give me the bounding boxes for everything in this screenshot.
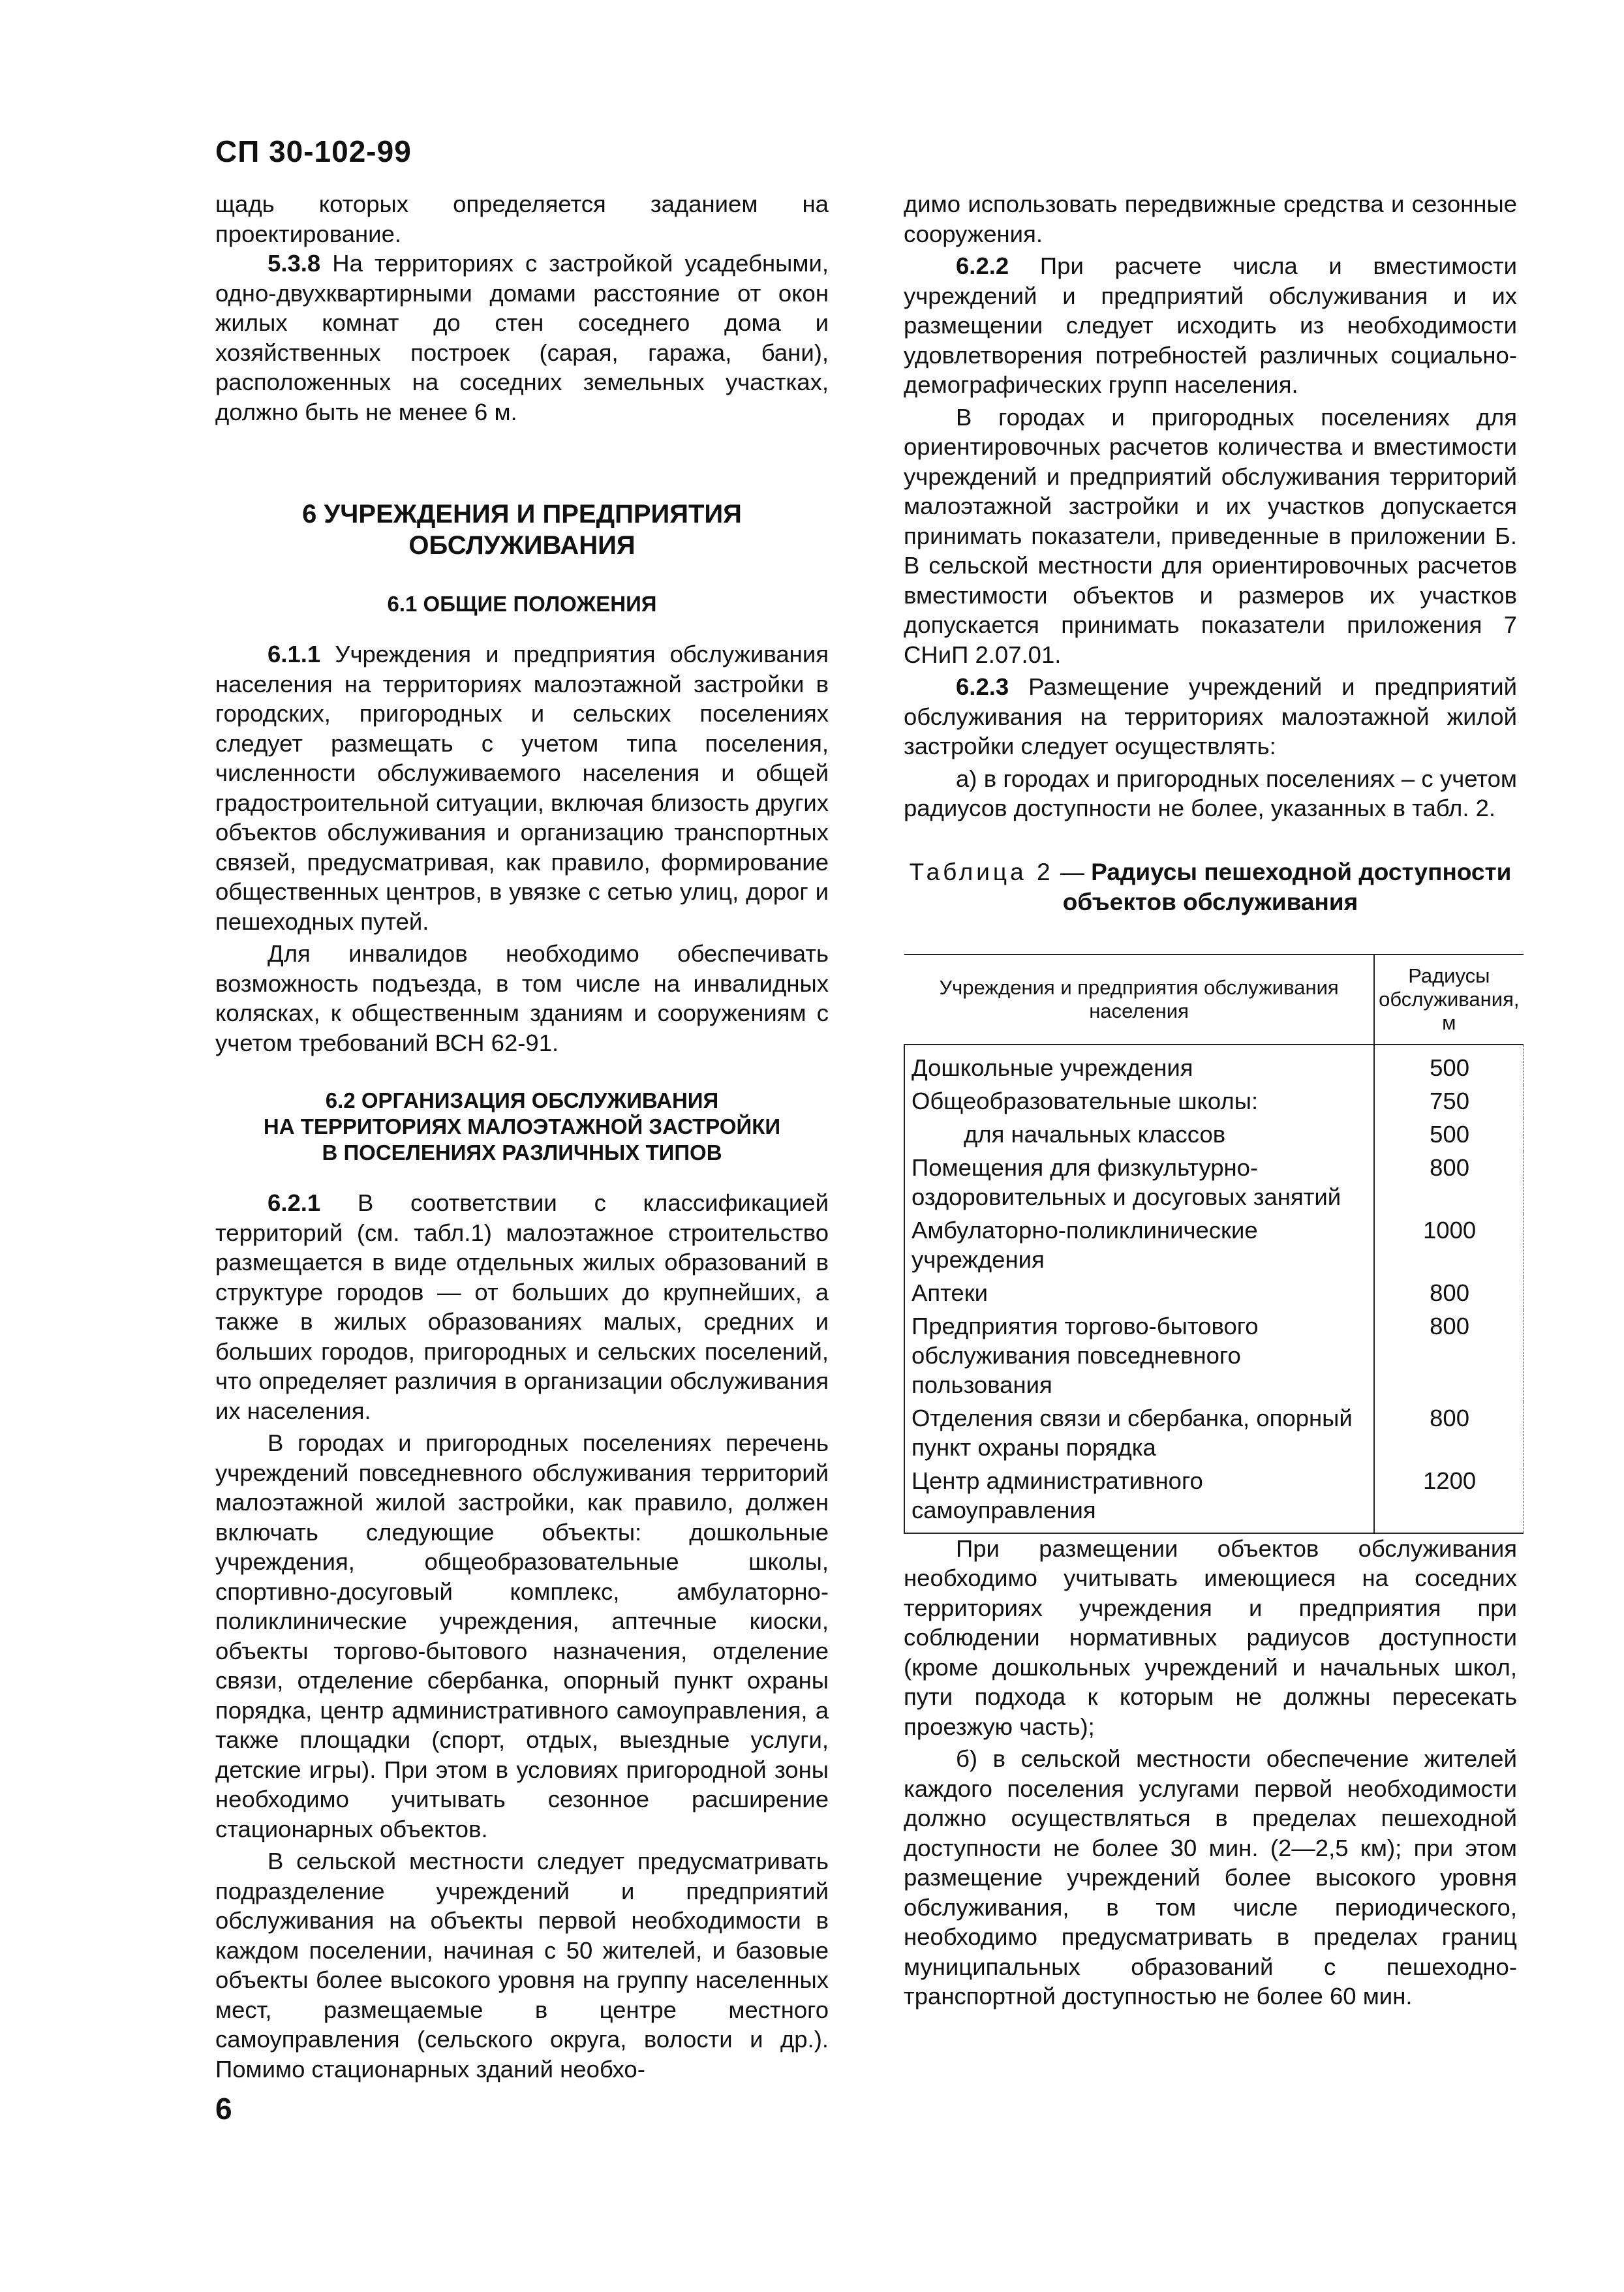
table-dash: — xyxy=(1053,858,1092,885)
paragraph-6-2-1 xyxy=(215,1188,829,1426)
paragraph: В городах и пригородных поселениях для ориентировочных расчетов количества и вместимости учреждений и предприятий обслуживания территорий малоэтажной застройки и их участков допускается принимать показатели, приведенные в приложении Б. В сельской местности для ориентировочных расчетов вместимости объектов и размеров их участков допускается принимать показатели приложения 7 СНиП 2.07.01. xyxy=(904,403,1517,668)
page-number: 6 xyxy=(215,2092,232,2126)
paragraph: б) в сельской местности обеспечение жителей каждого поселения услугами первой необходимости должно осуществляться в пределах пешеходной доступности не более 30 мин. (2—2,5 км); при этом размещение учреждений более высокого уровня обслуживания, в том числе периодического, необходимо предусматривать в пределах границ муниципальных образований с пешеходно-транспортной доступностью не более 60 мин. xyxy=(904,1745,1517,2009)
radius-value: 800 xyxy=(1374,1152,1523,1214)
radius-value: 500 xyxy=(1374,1118,1523,1152)
facility-name: Предприятия торгово-бытового обслуживания повседневного пользования xyxy=(904,1310,1374,1402)
radius-value: 1000 xyxy=(1374,1214,1523,1277)
paragraph-6-2-3 xyxy=(904,672,1517,761)
radius-value: 800 xyxy=(1374,1277,1523,1310)
radius-value: 750 xyxy=(1374,1085,1523,1118)
clause-number: 6.2.1 xyxy=(268,1189,321,1216)
chapter-title xyxy=(215,498,829,561)
column-header-radius: Радиусы обслуживания, м xyxy=(1374,955,1523,1045)
radius-value: 800 xyxy=(1374,1310,1523,1402)
table-row xyxy=(904,1277,1524,1310)
table-row xyxy=(904,1045,1524,1085)
section-6-2-title-line-3: В ПОСЕЛЕНИЯХ РАЗЛИЧНЫХ ТИПОВ xyxy=(322,1140,722,1165)
radius-value: 1200 xyxy=(1374,1465,1523,1533)
paragraph-5-3-8 xyxy=(215,249,829,427)
facility-name xyxy=(904,1118,1374,1152)
facility-name: Общеобразовательные школы: xyxy=(904,1085,1374,1118)
column-header-facilities: Учреждения и предприятия обслуживания населения xyxy=(904,955,1374,1045)
table-caption xyxy=(904,857,1517,917)
table-row xyxy=(904,1118,1524,1152)
table-row xyxy=(904,1465,1524,1533)
clause-text: В соответствии с классификацией территорий (см. табл.1) малоэтажное строительство размещается в виде отдельных жилых образований в структуре городов — от больших до крупнейших, а также в жилых образованиях малых, средних и больших городов, пригородных и сельских поселений, что определяет различия в организации обслуживания их населения. xyxy=(215,1189,829,1424)
clause-number: 6.1.1 xyxy=(268,641,321,667)
paragraph-6-2-2 xyxy=(904,251,1517,400)
facility-name: Аптеки xyxy=(904,1277,1374,1310)
facility-name: Амбулаторно-поликлинические учреждения xyxy=(904,1214,1374,1277)
facility-name: Отделения связи и сбербанка, опорный пункт охраны порядка xyxy=(904,1402,1374,1465)
chapter-title-line-1: 6 УЧРЕЖДЕНИЯ И ПРЕДПРИЯТИЯ xyxy=(302,500,742,528)
table-label: Таблица 2 xyxy=(909,858,1054,885)
paragraph: В сельской местности следует предусматривать подразделение учреждений и предприятий обслуживания на объекты первой необходимости в каждом поселении, начиная с 50 жителей, и базовые объекты более высокого уровня на группу населенных мест, размещаемые в центре местного самоуправления (сельского округа, волости и др.). Помимо стационарных зданий необхо- xyxy=(215,1848,829,2083)
clause-number: 5.3.8 xyxy=(268,250,321,277)
table-title: Радиусы пешеходной доступности объектов обслуживания xyxy=(1062,858,1512,915)
clause-number: 6.2.3 xyxy=(956,673,1009,700)
table-row xyxy=(904,1402,1524,1465)
table-row xyxy=(904,1152,1524,1214)
table-row xyxy=(904,1310,1524,1402)
paragraph: При размещении объектов обслуживания необходимо учитывать имеющиеся на соседних территориях учреждения и предприятия при соблюдении нормативных радиусов доступности (кроме дошкольных учреждений и начальных школ, пути подхода к которым не должны пересекать проезжую часть); xyxy=(904,1535,1517,1740)
clause-text: Размещение учреждений и предприятий обслуживания на территориях малоэтажной жилой застройки следует осуществлять: xyxy=(904,673,1517,759)
facility-name: Помещения для физкультурно-оздоровительных и досуговых занятий xyxy=(904,1152,1374,1214)
paragraph: а) в городах и пригородных поселениях – с учетом радиусов доступности не более, указанных в табл. 2. xyxy=(904,765,1517,821)
section-6-2-title xyxy=(215,1088,829,1166)
document-header: СП 30-102-99 xyxy=(215,134,412,168)
clause-text: На территориях с застройкой усадебными, одно-двухквартирными домами расстояние от окон жилых комнат до стен соседнего дома и хозяйственных построек (сарая, гаража, бани), расположенных на соседних земельных участках, должно быть не менее 6 м. xyxy=(215,250,829,425)
facility-subitem: для начальных классов xyxy=(964,1120,1226,1148)
radius-value: 500 xyxy=(1374,1045,1523,1085)
paragraph: Для инвалидов необходимо обеспечивать возможность подъезда, в том числе на инвалидных колясках, к общественным зданиям и сооружениям с учетом требований ВСН 62-91. xyxy=(215,940,829,1056)
chapter-title-line-2: ОБСЛУЖИВАНИЯ xyxy=(408,531,636,560)
paragraph-6-1-1 xyxy=(215,639,829,936)
facility-name: Дошкольные учреждения xyxy=(904,1045,1374,1085)
radius-value: 800 xyxy=(1374,1402,1523,1465)
section-6-1-title: 6.1 ОБЩИЕ ПОЛОЖЕНИЯ xyxy=(387,592,657,616)
paragraph: щадь которых определяется заданием на проектирование. xyxy=(215,191,829,247)
radii-table xyxy=(904,954,1524,1534)
right-column xyxy=(904,189,1520,2011)
section-6-2-title-line-2: НА ТЕРРИТОРИЯХ МАЛОЭТАЖНОЙ ЗАСТРОЙКИ xyxy=(263,1114,781,1138)
left-column xyxy=(215,189,829,2084)
clause-text: Учреждения и предприятия обслуживания населения на территориях малоэтажной застройки в городских, пригородных и сельских поселениях следует размещать с учетом типа поселения, численности обслуживаемого населения и общей градостроительной ситуации, включая близость других объектов обслуживания и организацию транспортных связей, предусматривая, как правило, формирование общественных центров, в увязке с сетью улиц, дорог и пешеходных путей. xyxy=(215,641,829,935)
clause-number: 6.2.2 xyxy=(956,252,1009,279)
paragraph: В городах и пригородных поселениях перечень учреждений повседневного обслуживания территорий малоэтажной жилой застройки, как правило, должен включать следующие объекты: дошкольные учреждения, общеобразовательные школы, спортивно-досуговый комплекс, амбулаторно-поликлинические учреждения, аптечные киоски, объекты торгово-бытового назначения, отделение связи, отделение сбербанка, опорный пункт охраны порядка, центр административного самоуправления, а также площадки (спорт, отдых, выездные услуги, детские игры). При этом в условиях пригородной зоны необходимо учитывать сезонное расширение стационарных объектов. xyxy=(215,1429,829,1842)
paragraph: димо использовать передвижные средства и сезонные сооружения. xyxy=(904,191,1517,247)
table-row xyxy=(904,1214,1524,1277)
table-header-row xyxy=(904,955,1524,1045)
clause-text: При расчете числа и вместимости учреждений и предприятий обслуживания и их размещении следует исходить из необходимости удовлетворения потребностей различных социально-демографических групп населения. xyxy=(904,252,1517,398)
facility-name: Центр административного самоуправления xyxy=(904,1465,1374,1533)
section-6-2-title-line-1: 6.2 ОРГАНИЗАЦИЯ ОБСЛУЖИВАНИЯ xyxy=(325,1088,719,1112)
table-row xyxy=(904,1085,1524,1118)
